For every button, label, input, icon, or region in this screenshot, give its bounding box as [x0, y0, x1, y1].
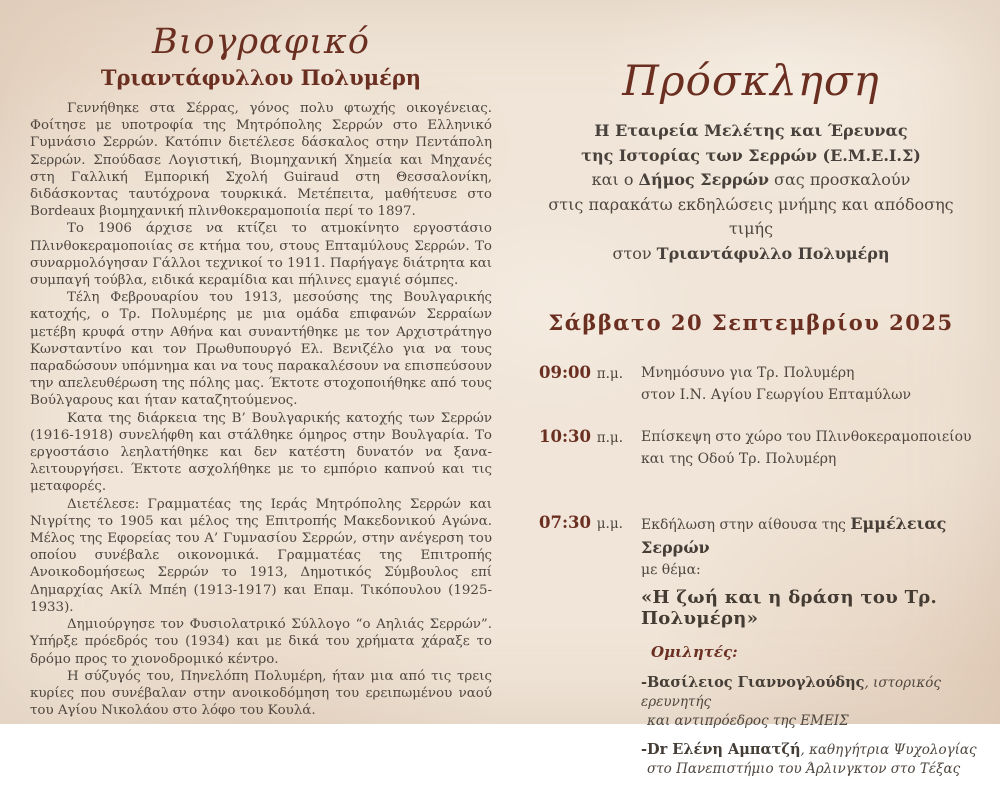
speaker-role: , καθηγήτρια Ψυχολογίας [800, 742, 977, 758]
speaker-role: και αντιπρόεδρος της ΕΜΕΙΣ [647, 713, 849, 729]
time-meridiem: μ.μ. [596, 516, 623, 532]
intro-line-text: και ο [591, 170, 639, 189]
intro-line-bold: Τριαντάφυλλο Πολυμέρη [656, 243, 890, 263]
intro-line [525, 242, 977, 267]
biography-paragraph: Τέλη Φεβρουαρίου του 1913, μεσούσης της Βουλγαρικής κατοχής, ο Τρ. Πολυμέρης με μια ομάδα επιφανών Σερραίων μετέβη κρυφά στην Αθήνα και συναντήθηκε με τον Αρχιστράτηγο Κωνσταντίνο και τον Πρωθυπουργό Ελ. Βενιζέλο για να τους παραδώσουν υπόμνημα και να τους παρακαλέσουν να επισπεύσουν την απελευθέρωση της πόλης μας. Έκτοτε στοχοποιήθηκε από τους Βούλγαρους και ήταν καταζητούμενος. [30, 290, 492, 409]
intro-line-text: στις παρακάτω εκδηλώσεις μνήμης και απόδοσης τιμής [548, 194, 954, 238]
speaker-role: , ιστορικός ερευνητής [641, 675, 941, 710]
schedule-time [525, 363, 635, 406]
event-theme: «Η ζωή και η δράση του Τρ. Πολυμέρη» [641, 586, 938, 629]
schedule-line: με θέμα: [641, 562, 701, 578]
time-value: 09:00 [539, 363, 592, 382]
intro-line [525, 168, 977, 193]
intro-line-bold: της Ιστορίας των Σερρών (Ε.Μ.Ε.Ι.Σ) [581, 145, 921, 165]
intro-line-text: σας προσκαλούν [768, 170, 911, 189]
schedule-row [525, 513, 977, 788]
schedule-description [635, 363, 911, 406]
speaker [641, 673, 977, 731]
speaker-role: στο Πανεπιστήμιο του Άρλινγκτον στο Τέξας [647, 761, 961, 777]
biography-column [30, 22, 492, 719]
schedule-line [641, 513, 977, 560]
schedule-line: στον Ι.Ν. Αγίου Γεωργίου Επταμύλων [641, 386, 912, 403]
schedule-line: και της Οδού Τρ. Πολυμέρη [641, 450, 837, 467]
biography-paragraph: Δημιούργησε τον Φυσιολατρικό Σύλλογο “ο Αηλιάς Σερρών”. Υπήρξε πρόεδρός του (1934) και με δικά του χρήματα χάραξε το δρόμο προς το χιονοδρομικό κέντρο. [30, 617, 492, 667]
schedule-line-text: Εκδήλωση στην αίθουσα της [641, 517, 851, 533]
intro-line-bold: Δήμος Σερρών [638, 170, 769, 189]
schedule-line-bold: Εμμέλειας Σερρών [641, 514, 947, 557]
schedule-line: Μνημόσυνο για Τρ. Πολυμέρη [641, 365, 855, 381]
biography-paragraph: Το 1906 άρχισε να κτίζει το ατμοκίνητο εργοστάσιο Πλινθοκεραμοποιίας σε κτήμα του, στους Επταμύλους Σερρών. Το συναρμολόγησαν Γάλλοι τεχνικοί το 1911. Παρήγαγε διάτρητα και συμπαγή τούβλα, ειδικά κεραμίδια και πήλινες εμαγιέ σόμπες. [30, 221, 492, 289]
time-meridiem: π.μ. [596, 430, 623, 446]
schedule-row [525, 363, 977, 406]
schedule-time [525, 427, 635, 470]
biography-subtitle: Τριαντάφυλλου Πολυμέρη [100, 65, 422, 90]
intro-line [525, 144, 977, 169]
event-date: Σάββατο 20 Σεπτεμβρίου 2025 [548, 310, 954, 335]
biography-paragraph: Γεννήθηκε στα Σέρρας, γόνος πολυ φτωχής οικογένειας. Φοίτησε με υποτροφία της Μητρόπολης Σερρών στο Ελληνικό Γυμνάσιο Σερρών. Κατόπιν διετέλεσε δάσκαλος στην Πεντάπολη Σερρών. Σπούδασε Λογιστική, Βιομηχανική Χημεία και Μηχανές στη Γαλλική Εμπορική Σχολή Guiraud στη Θεσσαλονίκη, διδάσκοντας ταυτόχρονα τουρκικά. Μετέπειτα, μαθήτευσε στο Bordeaux βιομηχανική πλινθοκεραμοποιία περί το 1897. [30, 101, 492, 220]
invitation-intro [525, 119, 977, 266]
biography-paragraph: Η σύζυγός του, Πηνελόπη Πολυμέρη, ήταν μια από τις τρεις κυρίες που συνέβαλαν στην ανοικοδόμηση του ερειπωμένου ναού του Αγίου Νικολάου στο λόφο του Κουλά. [30, 668, 492, 719]
schedule-row [525, 427, 977, 470]
invitation-column [525, 56, 977, 809]
schedule-line: Επίσκεψη στο χώρο του Πλινθοκεραμοποιείου [641, 429, 972, 445]
invitation-title: Πρόσκληση [622, 56, 880, 105]
event-schedule [525, 363, 977, 788]
intro-line-text: στον [612, 243, 657, 263]
intro-line-bold: Η Εταιρεία Μελέτης και Έρευνας [594, 121, 908, 140]
biography-title: Βιογραφικό [152, 22, 370, 62]
intro-line [525, 119, 977, 144]
biography-paragraph: Διετέλεσε: Γραμματέας της Ιεράς Μητρόπολης Σερρών και Νιγρίτης το 1905 και μέλος της Επιτροπής Μακεδονικού Αγώνα. Μέλος της Εφορείας του Α’ Γυμνασίου Σερρών, στην ανέγερση του οποίου συνέβαλε οικονομικά. Γραμματέας της Επιτροπής Ανοικοδομήσεως Σερρών το 1913, Δημοτικός Σύμβουλος επί Δημαρχίας Ακίλ Μπέη (1913-1917) και Επαμ. Τικόπουλου (1925-1933). [30, 496, 492, 615]
schedule-description [635, 513, 977, 788]
schedule-time [525, 513, 635, 788]
intro-line [525, 193, 977, 242]
speaker [641, 740, 977, 779]
time-meridiem: π.μ. [596, 366, 623, 382]
time-value: 10:30 [539, 427, 592, 446]
speaker-name: -Βασίλειος Γιαννογλούδης [641, 674, 865, 691]
schedule-description [635, 427, 972, 470]
biography-paragraph: Κατα της διάρκεια της Β’ Βουλγαρικής κατοχής των Σερρών (1916-1918) συνελήφθη και στάλθηκε όμηρος στην Βουλγαρία. Το εργοστάσιο λεηλατήθηκε και δεν κατέστη δυνατόν να ξανα-λειτουργήσει. Έκτοτε ασχολήθηκε με το εμπόριο καπνού και τις μεταφορές. [30, 410, 492, 495]
time-value: 07:30 [539, 513, 592, 532]
speaker-name: -Dr Ελένη Αμπατζή [641, 741, 801, 758]
speakers-label: Ομιλητές: [651, 642, 738, 661]
